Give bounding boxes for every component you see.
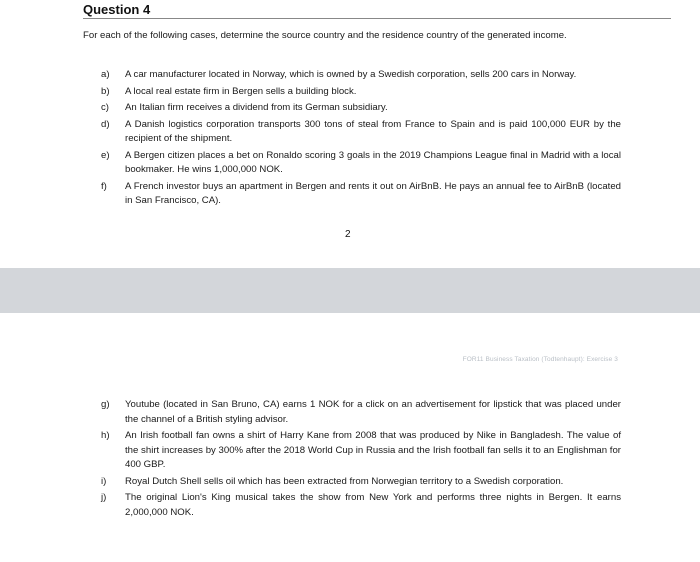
item-text: Youtube (located in San Bruno, CA) earns 1 NOK for a click on an advertisement for lipstick that was placed under the channel of a British styling advisor. (125, 399, 621, 425)
list-item (101, 101, 621, 116)
title-divider (83, 18, 671, 19)
page-number: 2 (345, 229, 351, 240)
item-text: A Danish logistics corporation transports 300 tons of steal from France to Spain and is paid 100,000 EUR by the recipient of the shipment. (125, 118, 621, 144)
list-item (101, 475, 621, 490)
item-text: The original Lion's King musical takes the show from New York and performs three nights in Bergen. It earns 2,000,000 NOK. (125, 492, 621, 518)
item-label: f) (101, 180, 107, 192)
list-item (101, 85, 621, 100)
list-item (101, 491, 621, 520)
item-label: a) (101, 69, 110, 80)
case-list-page-1 (101, 68, 621, 211)
item-label: j) (101, 492, 107, 503)
item-text: A Bergen citizen places a bet on Ronaldo scoring 3 goals in the 2019 Champions League final in Madrid with a local bookmaker. He wins 1,000,000 NOK. (125, 149, 621, 175)
item-label: e) (101, 149, 110, 161)
list-item (101, 68, 621, 83)
list-item (101, 429, 621, 473)
item-label: b) (101, 85, 110, 97)
list-item (101, 180, 621, 209)
item-label: g) (101, 399, 110, 410)
list-item (101, 149, 621, 178)
list-item (101, 398, 621, 427)
item-label: h) (101, 430, 110, 441)
item-text: A local real estate firm in Bergen sells a building block. (125, 85, 357, 97)
list-item (101, 118, 621, 147)
page-separator (0, 268, 700, 313)
item-text: A car manufacturer located in Norway, which is owned by a Swedish corporation, sells 200 cars in Norway. (125, 69, 577, 80)
item-label: d) (101, 118, 110, 130)
question-intro: For each of the following cases, determine the source country and the residence country of the generated income. (83, 30, 567, 41)
page-footer: FOR11 Business Taxation (Todtenhaupt): Exercise 3 (462, 356, 618, 363)
item-label: c) (101, 102, 109, 113)
item-text: A French investor buys an apartment in Bergen and rents it out on AirBnB. He pays an annual fee to AirBnB (located in San Francisco, CA). (125, 180, 621, 206)
item-text: Royal Dutch Shell sells oil which has been extracted from Norwegian territory to a Swedish corporation. (125, 475, 564, 487)
item-label: i) (101, 475, 107, 487)
item-text: An Italian firm receives a dividend from its German subsidiary. (125, 102, 388, 113)
item-text: An Irish football fan owns a shirt of Harry Kane from 2008 that was produced by Nike in Bangladesh. The value of the shirt increases by 300% after the 2018 World Cup in Russia and the Irish football fan sells it to an Englishman for 400 GBP. (125, 430, 621, 470)
question-title: Question 4 (83, 2, 151, 17)
case-list-page-2 (101, 398, 621, 522)
